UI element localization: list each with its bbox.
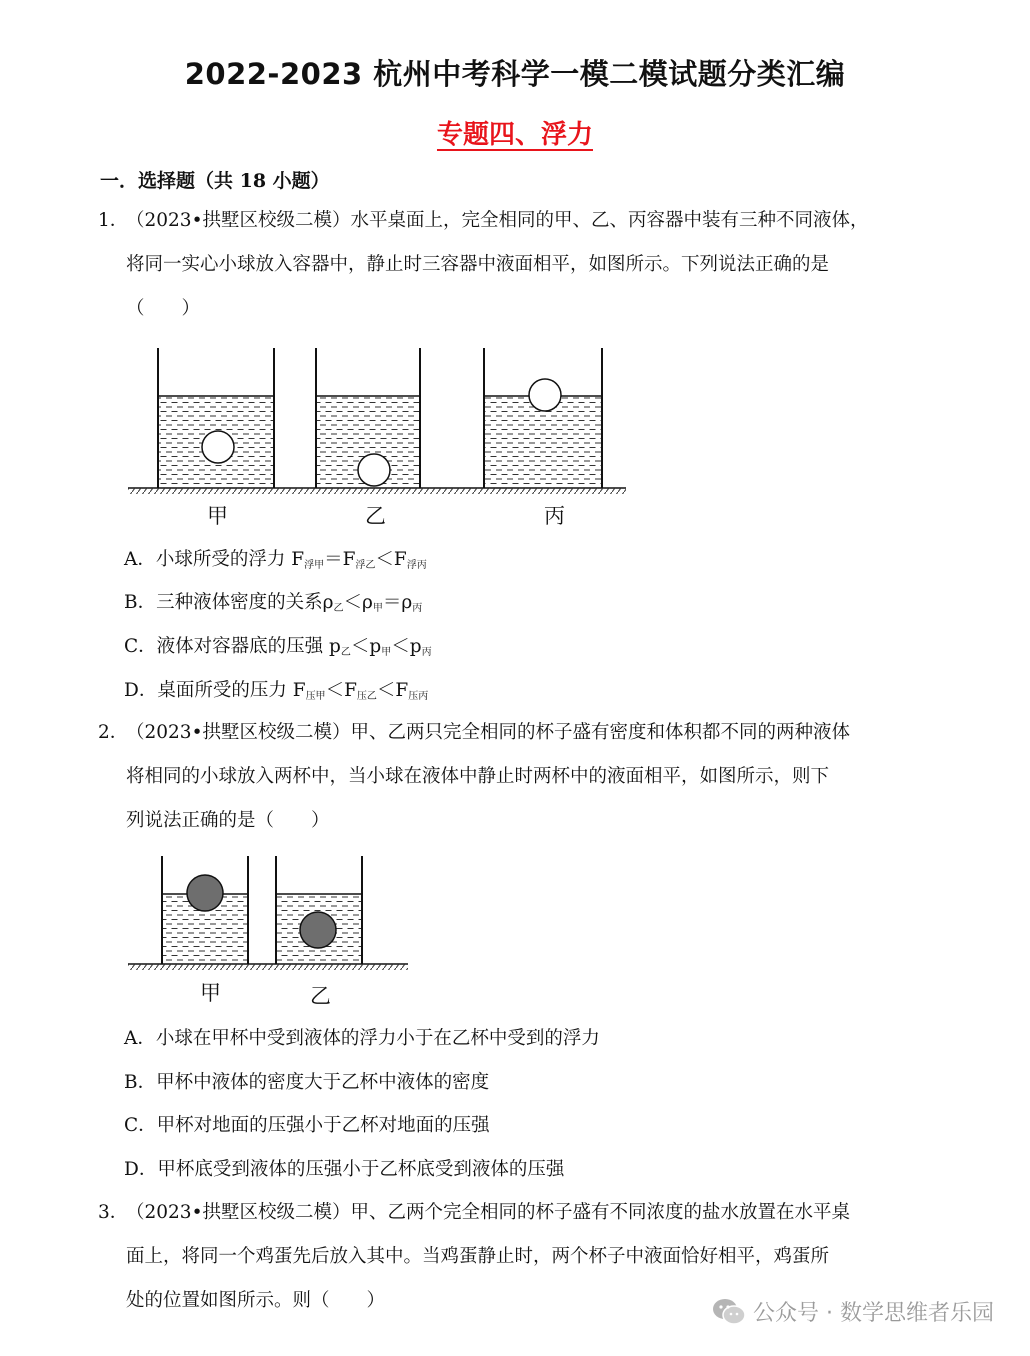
- cup-jia: [162, 856, 248, 964]
- label-cup-yi: 乙: [310, 984, 331, 1008]
- question-2-line-1: （2023•拱墅区校级二模）甲、乙两只完全相同的杯子盛有密度和体积都不同的两种液体: [126, 722, 850, 743]
- question-3-number: 3．: [98, 1202, 129, 1223]
- ground-surface: [128, 964, 408, 970]
- page-title: 2022-2023 杭州中考科学一模二模试题分类汇编: [184, 57, 846, 91]
- watermark-text: 公众号 · 数学思维者乐园: [753, 1301, 994, 1326]
- question-2-line-2: 将相同的小球放入两杯中，当小球在液体中静止时两杯中的液面相平，如图所示，则下: [126, 766, 830, 787]
- question-1-number: 1．: [98, 210, 129, 231]
- question-2-option-d: D．甲杯底受到液体的压强小于乙杯底受到液体的压强: [124, 1159, 565, 1180]
- wechat-icon: [711, 1297, 747, 1327]
- question-1-option-b: B．三种液体密度的关系$\rho_乙<\rho_甲=\rho_丙$: [124, 592, 423, 614]
- question-3-line-1: （2023•拱墅区校级二模）甲、乙两个完全相同的杯子盛有不同浓度的盐水放置在水平桌: [126, 1202, 850, 1223]
- container-bing: [484, 348, 602, 488]
- ball-yi: [358, 454, 390, 486]
- question-1-option-c: C．液体对容器底的压强 $p_乙<p_甲<p_丙$: [124, 636, 432, 658]
- section-heading: 一．选择题（共 18 小题）: [100, 170, 330, 192]
- label-jia: 甲: [207, 504, 228, 528]
- question-2-option-a: A．小球在甲杯中受到液体的浮力小于在乙杯中受到的浮力: [124, 1028, 600, 1049]
- label-yi: 乙: [365, 504, 386, 528]
- cup-yi: [276, 856, 362, 964]
- question-1-option-a: A．小球所受的浮力 $F_{浮甲}=F_{浮乙}<F_{浮丙}$: [124, 549, 427, 571]
- question-1-line-2: 将同一实心小球放入容器中，静止时三容器中液面相平，如图所示。下列说法正确的是: [126, 254, 830, 275]
- container-jia: [158, 348, 274, 488]
- ball-cup-jia: [187, 875, 223, 911]
- topic-subtitle-text: 专题四、浮力: [436, 120, 593, 150]
- question-1-line-1: （2023•拱墅区校级二模）水平桌面上，完全相同的甲、乙、丙容器中装有三种不同液体，: [126, 210, 869, 231]
- question-2-line-3: 列说法正确的是（ ）: [126, 810, 330, 831]
- topic-subtitle: [0, 114, 1030, 151]
- question-1-line-3: （ ）: [126, 298, 201, 319]
- question-2-option-c: C．甲杯对地面的压强小于乙杯对地面的压强: [124, 1115, 490, 1136]
- table-surface: [128, 488, 626, 494]
- question-1-figure: [120, 340, 640, 540]
- ball-bing: [529, 379, 561, 411]
- question-3-line-3: 处的位置如图所示。则（ ）: [126, 1290, 386, 1311]
- question-2-option-b: B．甲杯中液体的密度大于乙杯中液体的密度: [124, 1072, 490, 1093]
- watermark: [711, 1296, 994, 1327]
- question-1-option-d: D．桌面所受的压力 $F_{压甲}<F_{压乙}<F_{压丙}$: [124, 680, 429, 702]
- ball-cup-yi: [300, 912, 336, 948]
- ball-jia: [202, 431, 234, 463]
- question-2-figure: [120, 848, 420, 1018]
- container-yi: [316, 348, 420, 488]
- question-3-line-2: 面上，将同一个鸡蛋先后放入其中。当鸡蛋静止时，两个杯子中液面恰好相平，鸡蛋所: [126, 1246, 830, 1267]
- label-bing: 丙: [544, 504, 565, 528]
- question-2-number: 2．: [98, 722, 129, 743]
- label-cup-jia: 甲: [200, 981, 221, 1005]
